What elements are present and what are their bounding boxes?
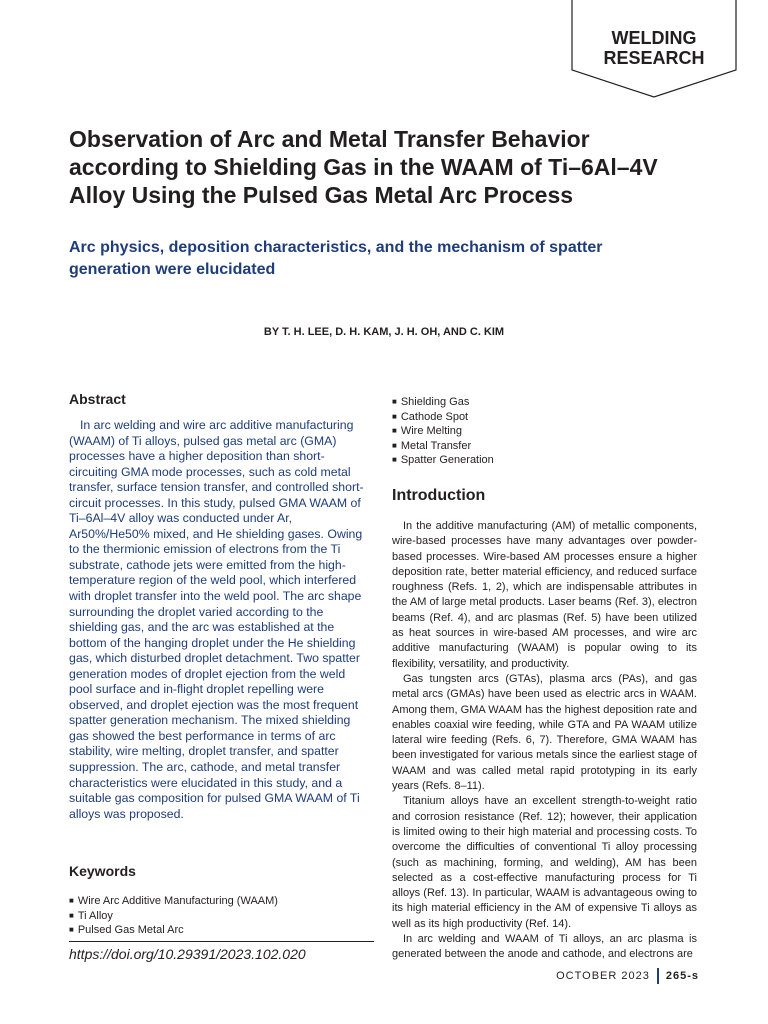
page-footer	[556, 968, 699, 984]
intro-paragraph: Gas tungsten arcs (GTAs), plasma arcs (PAs), and gas metal arcs (GMAs) have been used as electric arcs in WAAM. Among them, GMA WAAM has the highest deposition rate and enables coaxial wire feeding, while GTA and PA WAAM utilize lateral wire feeding (Refs. 6, 7). Therefore, GMA WAAM has been investigated for various metals since the earliest stage of WAAM and was called metal rapid prototyping in its early years (Refs. 8–11).	[392, 672, 697, 793]
article-title: Observation of Arc and Metal Transfer Behavior according to Shielding Gas in the WAAM of Ti–6Al–4V Alloy Using the Pulsed Gas Metal Arc Process	[69, 126, 658, 208]
article-subtitle: Arc physics, deposition characteristics, and the mechanism of spatter generation were elucidated	[69, 239, 603, 278]
keyword-item: ■ Ti Alloy	[69, 909, 371, 924]
keywords-list-continued	[392, 395, 692, 468]
keyword-item: ■ Pulsed Gas Metal Arc	[69, 923, 371, 938]
keyword-item: ■ Metal Transfer	[392, 439, 692, 454]
author-byline: BY T. H. LEE, D. H. KAM, J. H. OH, AND C. KIM	[263, 326, 505, 338]
keyword-item: ■ Shielding Gas	[392, 395, 692, 410]
section-tag	[571, 0, 737, 98]
intro-paragraph: Titanium alloys have an excellent strength-to-weight ratio and corrosion resistance (Ref. 12); however, their application is limited owing to their high material and processing costs. To overcome the difficulties of conventional Ti alloy processing (such as machining, forming, and welding), AM has been selected as a cost-effective manufacturing process for Ti alloys (Ref. 13). In particular, WAAM is advantageous owing to its high material efficiency in the AM of expensive Ti alloys as well as its high productivity (Ref. 14).	[392, 795, 697, 930]
doi-link[interactable]: https://doi.org/10.29391/2023.102.020	[69, 946, 306, 962]
keywords-heading: Keywords	[69, 863, 136, 879]
intro-paragraph: In arc welding and WAAM of Ti alloys, an arc plasma is generated between the anode and cathode, and electrons are	[392, 933, 697, 961]
section-tag-line-2: RESEARCH	[603, 48, 705, 68]
divider-rule	[69, 941, 374, 942]
abstract-text: In arc welding and wire arc additive manufacturing (WAAM) of Ti alloys, pulsed gas metal arc (GMA) processes have a higher deposition than short-circuiting GMA mode processes, such as cold metal transfer, surface tension transfer, and controlled short-circuit processes. In this study, pulsed GMA WAAM of Ti–6Al–4V alloy was conducted under Ar, Ar50%/He50% mixed, and He shielding gases. Owing to the thermionic emission of electrons from the Ti substrate, cathode jets were emitted from the high-temperature region of the weld pool, which interfered with droplet transfer into the weld pool. The arc shape surrounding the droplet varied according to the shielding gas, and the arc was established at the bottom of the hanging droplet under the He shielding gas, which disturbed droplet detachment. Two spatter generation modes of droplet ejection from the weld pool surface and in-flight droplet repelling were observed, and droplet ejection was the most frequent spatter generation mechanism. The mixed shielding gas showed the best performance in terms of arc stability, wire melting, droplet transfer, and spatter suppression. The arc, cathode, and metal transfer characteristics were elucidated in this study, and a suitable gas composition for pulsed GMA WAAM of Ti alloys was proposed.	[69, 418, 364, 821]
issue-date: OCTOBER 2023	[556, 970, 650, 982]
introduction-heading: Introduction	[392, 487, 486, 504]
keywords-list	[69, 894, 371, 938]
page-number: 265-s	[665, 970, 699, 982]
keyword-item: ■ Spatter Generation	[392, 453, 692, 468]
abstract-heading: Abstract	[69, 391, 126, 407]
keyword-item: ■ Cathode Spot	[392, 410, 692, 425]
keyword-item: ■ Wire Arc Additive Manufacturing (WAAM)	[69, 894, 371, 909]
footer-divider	[657, 968, 659, 984]
introduction-section	[392, 519, 697, 963]
section-tag-line-1: WELDING	[611, 28, 697, 48]
keyword-item: ■ Wire Melting	[392, 424, 692, 439]
intro-paragraph: In the additive manufacturing (AM) of metallic components, wire-based processes have many advantages over powder-based processes. Wire-based AM processes ensure a higher deposition rate, better material efficiency, and reduced surface roughness (Refs. 1, 2), which are indispensable attributes in the AM of large metal products. Laser beams (Ref. 3), electron beams (Ref. 4), and arc plasmas (Ref. 5) have been utilized as heat sources in wire-based AM processes, and wire arc additive manufacturing (WAAM) is popular owing to its flexibility, versatility, and productivity.	[392, 520, 697, 670]
abstract-section	[69, 390, 371, 822]
